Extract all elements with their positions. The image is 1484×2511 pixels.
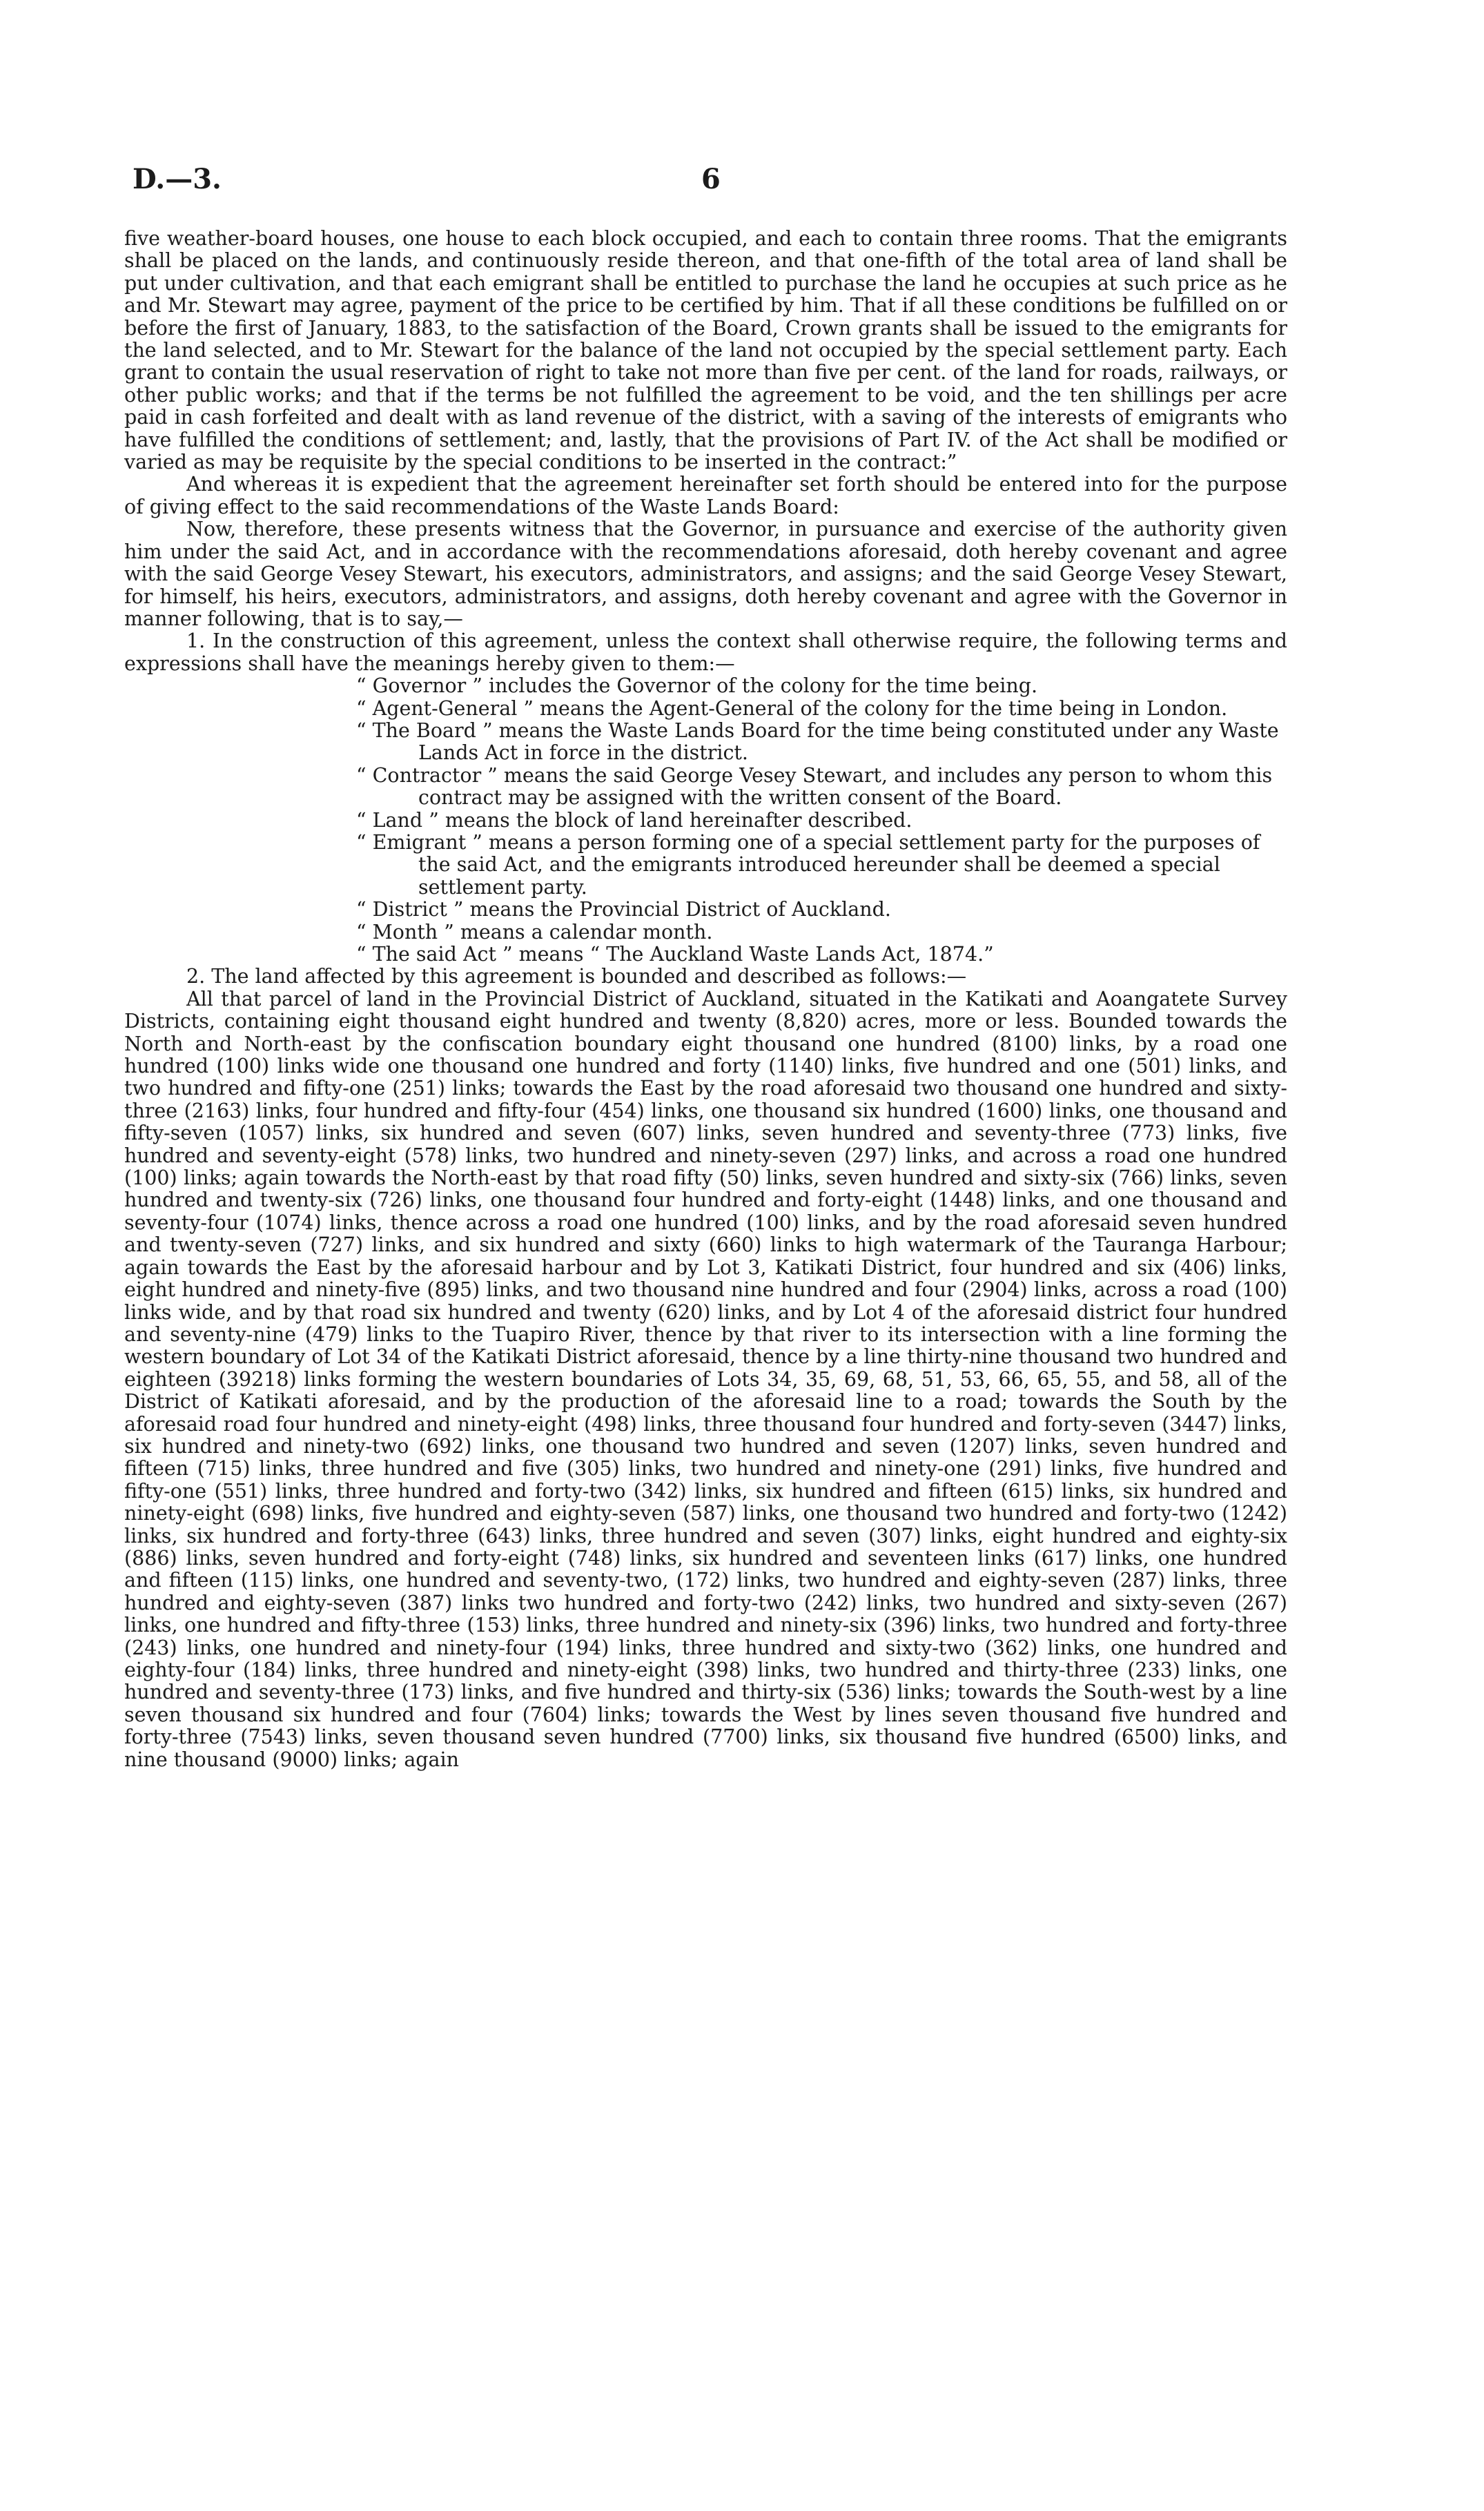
page-header xyxy=(124,163,1394,204)
definition-said-act: “ The said Act ” means “ The Auckland Waste Lands Act, 1874.” xyxy=(356,943,994,966)
definition-board: “ The Board ” means the Waste Lands Board for the time being constituted under any Waste Lands Act in force in the district. xyxy=(356,719,1279,765)
clause-1: 1. In the construction of this agreement, unless the context shall otherwise require, the following terms and expressions shall have the meanings hereby given to them:— xyxy=(124,629,1287,675)
definition-contractor: “ Contractor ” means the said George Vesey Stewart, and includes any person to whom this contract may be assigned with the written consent of the Board. xyxy=(356,763,1273,810)
document-reference: D.—3. xyxy=(133,163,222,195)
definition-district: “ District ” means the Provincial District of Auckland. xyxy=(356,898,891,921)
body-text xyxy=(124,228,1287,1771)
definition-emigrant: “ Emigrant ” means a person forming one of a special settlement party for the purposes of the said Act, and the emigrants introduced hereunder shall be deemed a special settlement party. xyxy=(356,830,1260,899)
paragraph-continuation: five weather-board houses, one house to each block occupied, and each to contain three rooms. That the emigrants shall be placed on the lands, and continuously reside thereon, and that one-fifth of the total area of land shall be put under cultivation, and that each emigrant shall be entitled to purchase the land he occupies at such price as he and Mr. Stewart may agree, payment of the price to be certified by him. That if all these conditions be fulfilled on or before the first of January, 1883, to the satisfaction of the Board, Crown grants shall be issued to the emigrants for the land selected, and to Mr. Stewart for the balance of the land not occupied by the special settlement party. Each grant to contain the usual reservation of right to take not more than five per cent. of the land for roads, railways, or other public works; and that if the terms be not fulfilled the agreement to be void, and the ten shillings per acre paid in cash forfeited and dealt with as land revenue of the district, with a saving of the interests of emigrants who have fulfilled the conditions of settlement; and, lastly, that the provisions of Part IV. of the Act shall be modified or varied as may be requisite by the special conditions to be inserted in the contract:” xyxy=(124,227,1287,474)
paragraph-now-therefore: Now, therefore, these presents witness that the Governor, in pursuance and exercise of the authority given him under the said Act, and in accordance with the recommendations aforesaid, doth hereby covenant and agree with the said George Vesey Stewart, his executors, administrators, and assigns; and the said George Vesey Stewart, for himself, his heirs, executors, administrators, and assigns, doth hereby covenant and agree with the Governor in manner following, that is to say,— xyxy=(124,518,1287,630)
definitions-list xyxy=(124,675,1287,966)
definition-month: “ Month ” means a calendar month. xyxy=(356,920,713,944)
paragraph-whereas: And whereas it is expedient that the agreement hereinafter set forth should be entered into for the purpose of giving effect to the said recommendations of the Waste Lands Board: xyxy=(124,473,1287,518)
clause-2: 2. The land affected by this agreement is bounded and described as follows:— xyxy=(186,965,967,988)
definition-land: “ Land ” means the block of land hereinafter described. xyxy=(356,808,912,832)
definition-agent-general: “ Agent-General ” means the Agent-General of the colony for the time being in London. xyxy=(356,696,1228,720)
definition-governor: “ Governor ” includes the Governor of the colony for the time being. xyxy=(356,674,1038,698)
page-number: 6 xyxy=(701,163,721,195)
land-description: All that parcel of land in the Provincial District of Auckland, situated in the Katikati and Aoangatete Survey Districts, containing eight thousand eight hundred and twenty (8,820) acres, more or less. Bounded towards the North and North-east by the confiscation boundary eight thousand one hundred (8100) links, by a road one hundred (100) links wide one thousand one hundred and forty (1140) links, five hundred and one (501) links, and two hundred and fifty-one (251) links; towards the East by the road aforesaid two thousand one hundred and sixty-three (2163) links, four hundred and fifty-four (454) links, one thousand six hundred (1600) links, one thousand and fifty-seven (1057) links, six hundred and seven (607) links, seven hundred and seventy-three (773) links, five hundred and seventy-eight (578) links, two hundred and ninety-seven (297) links, and across a road one hundred (100) links; again towards the North-east by that road fifty (50) links, seven hundred and sixty-six (766) links, seven hundred and twenty-six (726) links, one thousand four hundred and forty-eight (1448) links, and one thousand and seventy-four (1074) links, thence across a road one hundred (100) links, and by the road aforesaid seven hundred and twenty-seven (727) links, and six hundred and sixty (660) links to high watermark of the Tauranga Harbour; again towards the East by the aforesaid harbour and by Lot 3, Katikati District, four hundred and six (406) links, eight hundred and ninety-five (895) links, and two thousand nine hundred and four (2904) links, across a road (100) links wide, and by that road six hundred and twenty (620) links, and by Lot 4 of the aforesaid district four hundred and seventy-nine (479) links to the Tuapiro River, thence by that river to its intersection with a line forming the western boundary of Lot 34 of the Katikati District aforesaid, thence by a line thirty-nine thousand two hundred and eighteen (39218) links forming the western boundaries of Lots 34, 35, 69, 68, 51, 53, 66, 65, 55, and 58, all of the District of Katikati aforesaid, and by the production of the aforesaid line to a road; towards the South by the aforesaid road four hundred and ninety-eight (498) links, three thousand four hundred and forty-seven (3447) links, six hundred and ninety-two (692) links, one thousand two hundred and seven (1207) links, seven hundred and fifteen (715) links, three hundred and five (305) links, two hundred and ninety-one (291) links, five hundred and fifty-one (551) links, three hundred and forty-two (342) links, six hundred and fifteen (615) links, six hundred and ninety-eight (698) links, five hundred and eighty-seven (587) links, one thousand two hundred and forty-two (1242) links, six hundred and forty-three (643) links, three hundred and seven (307) links, eight hundred and eighty-six (886) links, seven hundred and forty-eight (748) links, six hundred and seventeen links (617) links, one hundred and fifteen (115) links, one hundred and seventy-two, (172) links, two hundred and eighty-seven (287) links, three hundred and eighty-seven (387) links two hundred and forty-two (242) links, two hundred and sixty-seven (267) links, one hundred and fifty-three (153) links, three hundred and ninety-six (396) links, two hundred and forty-three (243) links, one hundred and ninety-four (194) links, three hundred and sixty-two (362) links, one hundred and eighty-four (184) links, three hundred and ninety-eight (398) links, two hundred and thirty-three (233) links, one hundred and seventy-three (173) links, and five hundred and thirty-six (536) links; towards the South-west by a line seven thousand six hundred and four (7604) links; towards the West by lines seven thousand five hundred and forty-three (7543) links, seven thousand seven hundred (7700) links, six thousand five hundred (6500) links, and nine thousand (9000) links; again xyxy=(124,987,1287,1771)
